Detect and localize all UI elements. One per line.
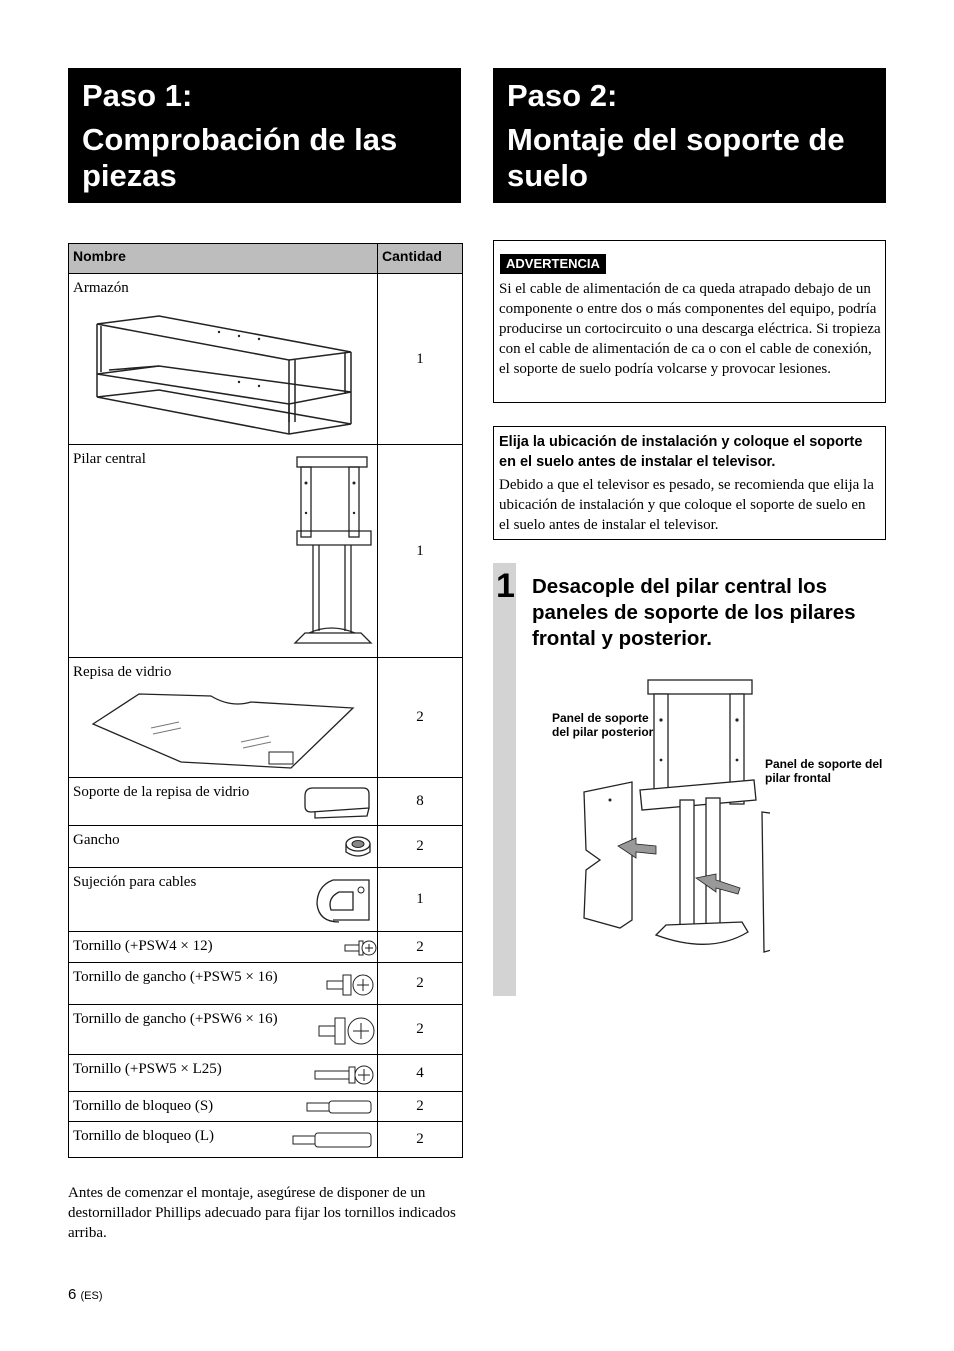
page-language: (ES) [80,1290,103,1302]
table-row [69,932,463,963]
cable-holder-icon [313,876,375,928]
table-header [69,244,463,274]
step2-title-line2: Montaje del soporte de suelo [507,122,845,193]
part-name: Tornillo (+PSW5 × L25) [73,1061,222,1077]
glass-shelf-icon [91,688,356,773]
part-qty: 1 [378,445,463,658]
table-row [69,1122,463,1158]
hook-screw-large-icon [317,1013,377,1049]
part-qty: 8 [378,778,463,826]
table-row [69,445,463,658]
table-row [69,963,463,1005]
part-name: Tornillo de gancho (+PSW6 × 16) [73,1011,278,1027]
table-row [69,658,463,778]
part-name: Soporte de la repisa de vidrio [73,784,250,800]
lock-screw-long-icon [291,1130,375,1150]
step2-title-line1: Paso 2: [507,78,618,113]
hook-icon [343,834,373,862]
part-name: Repisa de vidrio [73,664,172,680]
warning-badge: ADVERTENCIA [500,254,606,274]
assembly-illustration [570,670,770,960]
page-number [68,1286,103,1303]
part-qty: 2 [378,1122,463,1158]
step1-title [68,68,461,203]
part-qty: 2 [378,1092,463,1122]
part-name: Sujeción para cables [73,874,197,890]
hook-screw-icon [325,971,375,999]
info-text: Debido a que el televisor es pesado, se recomienda que elija la ubicación de instalación y que coloque el soporte de suelo en el suelo antes de instalar el televisor. [499,477,874,533]
parts-table [68,243,463,1158]
page-number-value: 6 [68,1286,77,1303]
center-pillar-icon [291,453,377,655]
part-qty: 2 [378,1005,463,1055]
part-name: Tornillo (+PSW4 × 12) [73,938,213,954]
part-qty: 1 [378,868,463,932]
part-name: Gancho [73,832,120,848]
header-name: Nombre [69,244,378,274]
step-sidebar [493,563,516,996]
screw-icon [343,938,377,958]
shelf-support-icon [301,784,375,820]
step1-title-line2: Comprobación de las piezas [82,122,398,193]
table-row [69,1005,463,1055]
step2-title [493,68,886,203]
warning-box [493,240,886,403]
part-name: Pilar central [73,451,146,467]
warning-text: Si el cable de alimentación de ca queda atrapado debajo de un componente o entre dos o más componentes del equipo, podría producirse un cortocircuito o una descarga eléctrica. Si tropieza con el cable de alimentación de ca o con el cable de conexión, el soporte de suelo podría volcarse y provocar lesiones. [499,281,881,377]
info-box [493,426,886,540]
callout-rear-panel: Panel de soporte del pilar posterior [552,711,654,739]
part-name: Tornillo de bloqueo (L) [73,1128,214,1144]
screwdriver-note: Antes de comenzar el montaje, asegúrese de disponer de un destornillador Phillips adecuado para fijar los tornillos indicados arriba. [68,1185,456,1241]
table-row [69,868,463,932]
step-instruction: Desacople del pilar central los paneles de soporte de los pilares frontal y posterior. [532,575,856,650]
part-qty: 1 [378,274,463,445]
part-qty: 2 [378,932,463,963]
lock-screw-short-icon [305,1099,375,1115]
info-heading: Elija la ubicación de instalación y coloque el soporte en el suelo antes de instalar el televisor. [499,434,863,470]
part-name: Tornillo de gancho (+PSW5 × 16) [73,969,278,985]
table-row [69,1092,463,1122]
part-qty: 2 [378,963,463,1005]
part-name: Armazón [73,280,129,296]
table-row [69,1055,463,1092]
part-qty: 2 [378,658,463,778]
frame-icon [89,312,359,437]
part-name: Tornillo de bloqueo (S) [73,1098,214,1114]
long-screw-icon [313,1063,375,1087]
table-row [69,826,463,868]
part-qty: 4 [378,1055,463,1092]
step1-title-line1: Paso 1: [82,78,193,113]
step-number: 1 [496,567,515,605]
table-row [69,274,463,445]
header-qty: Cantidad [378,244,463,274]
table-row [69,778,463,826]
callout-front-panel: Panel de soporte del pilar frontal [765,757,883,785]
part-qty: 2 [378,826,463,868]
